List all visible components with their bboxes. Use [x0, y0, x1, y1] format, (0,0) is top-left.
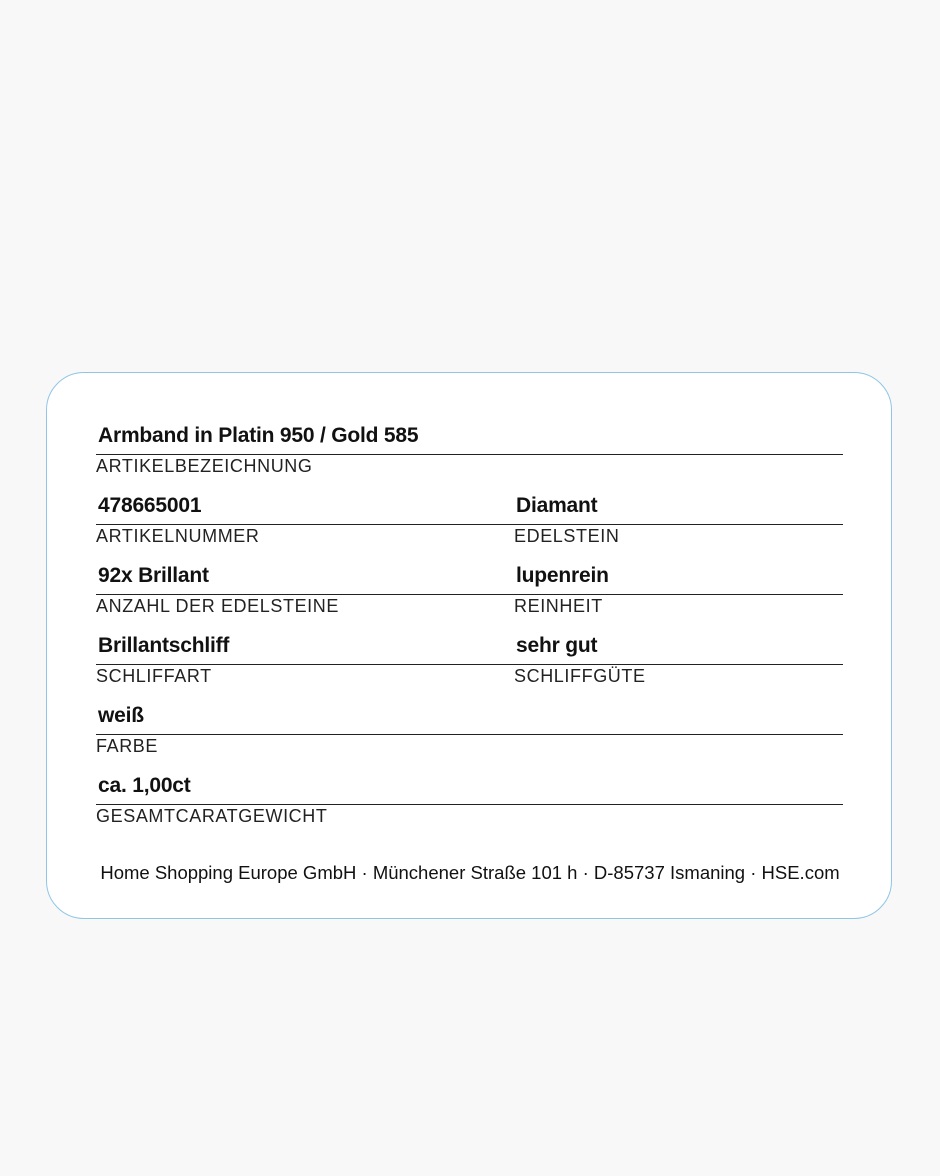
divider-line: [514, 524, 843, 525]
cut-label: SCHLIFFART: [96, 666, 212, 686]
designation-value: Armband in Platin 950 / Gold 585: [98, 424, 419, 447]
clarity-label: REINHEIT: [514, 596, 603, 616]
company-address-footer: Home Shopping Europe GmbH · Münchener Straße 101 h · D-85737 Ismaning · HSE.com: [100, 862, 840, 883]
divider-line: [514, 664, 843, 665]
field-designation: [96, 408, 843, 476]
field-clarity: [514, 548, 843, 616]
field-article-number: [96, 478, 514, 546]
carat-weight-value: ca. 1,00ct: [98, 774, 191, 797]
field-gem-count: [96, 548, 514, 616]
divider-line: [96, 454, 843, 455]
gemstone-label: EDELSTEIN: [514, 526, 620, 546]
divider-line: [96, 524, 514, 525]
article-number-value: 478665001: [98, 494, 202, 517]
color-value: weiß: [98, 704, 144, 727]
carat-weight-label: GESAMTCARATGEWICHT: [96, 806, 328, 826]
designation-label: ARTIKELBEZEICHNUNG: [96, 456, 313, 476]
field-carat-weight: [96, 758, 843, 826]
divider-line: [96, 594, 514, 595]
field-gemstone: [514, 478, 843, 546]
field-color: [96, 688, 843, 756]
divider-line: [514, 594, 843, 595]
divider-line: [96, 804, 843, 805]
gemstone-value: Diamant: [516, 494, 598, 517]
cut-value: Brillantschliff: [98, 634, 230, 657]
clarity-value: lupenrein: [516, 564, 609, 587]
field-cut: [96, 618, 514, 686]
cut-quality-value: sehr gut: [516, 634, 598, 657]
article-number-label: ARTIKELNUMMER: [96, 526, 260, 546]
field-cut-quality: [514, 618, 843, 686]
gem-count-value: 92x Brillant: [98, 564, 209, 587]
divider-line: [96, 664, 514, 665]
gem-count-label: ANZAHL DER EDELSTEINE: [96, 596, 339, 616]
divider-line: [96, 734, 843, 735]
cut-quality-label: SCHLIFFGÜTE: [514, 666, 646, 686]
color-label: FARBE: [96, 736, 159, 756]
